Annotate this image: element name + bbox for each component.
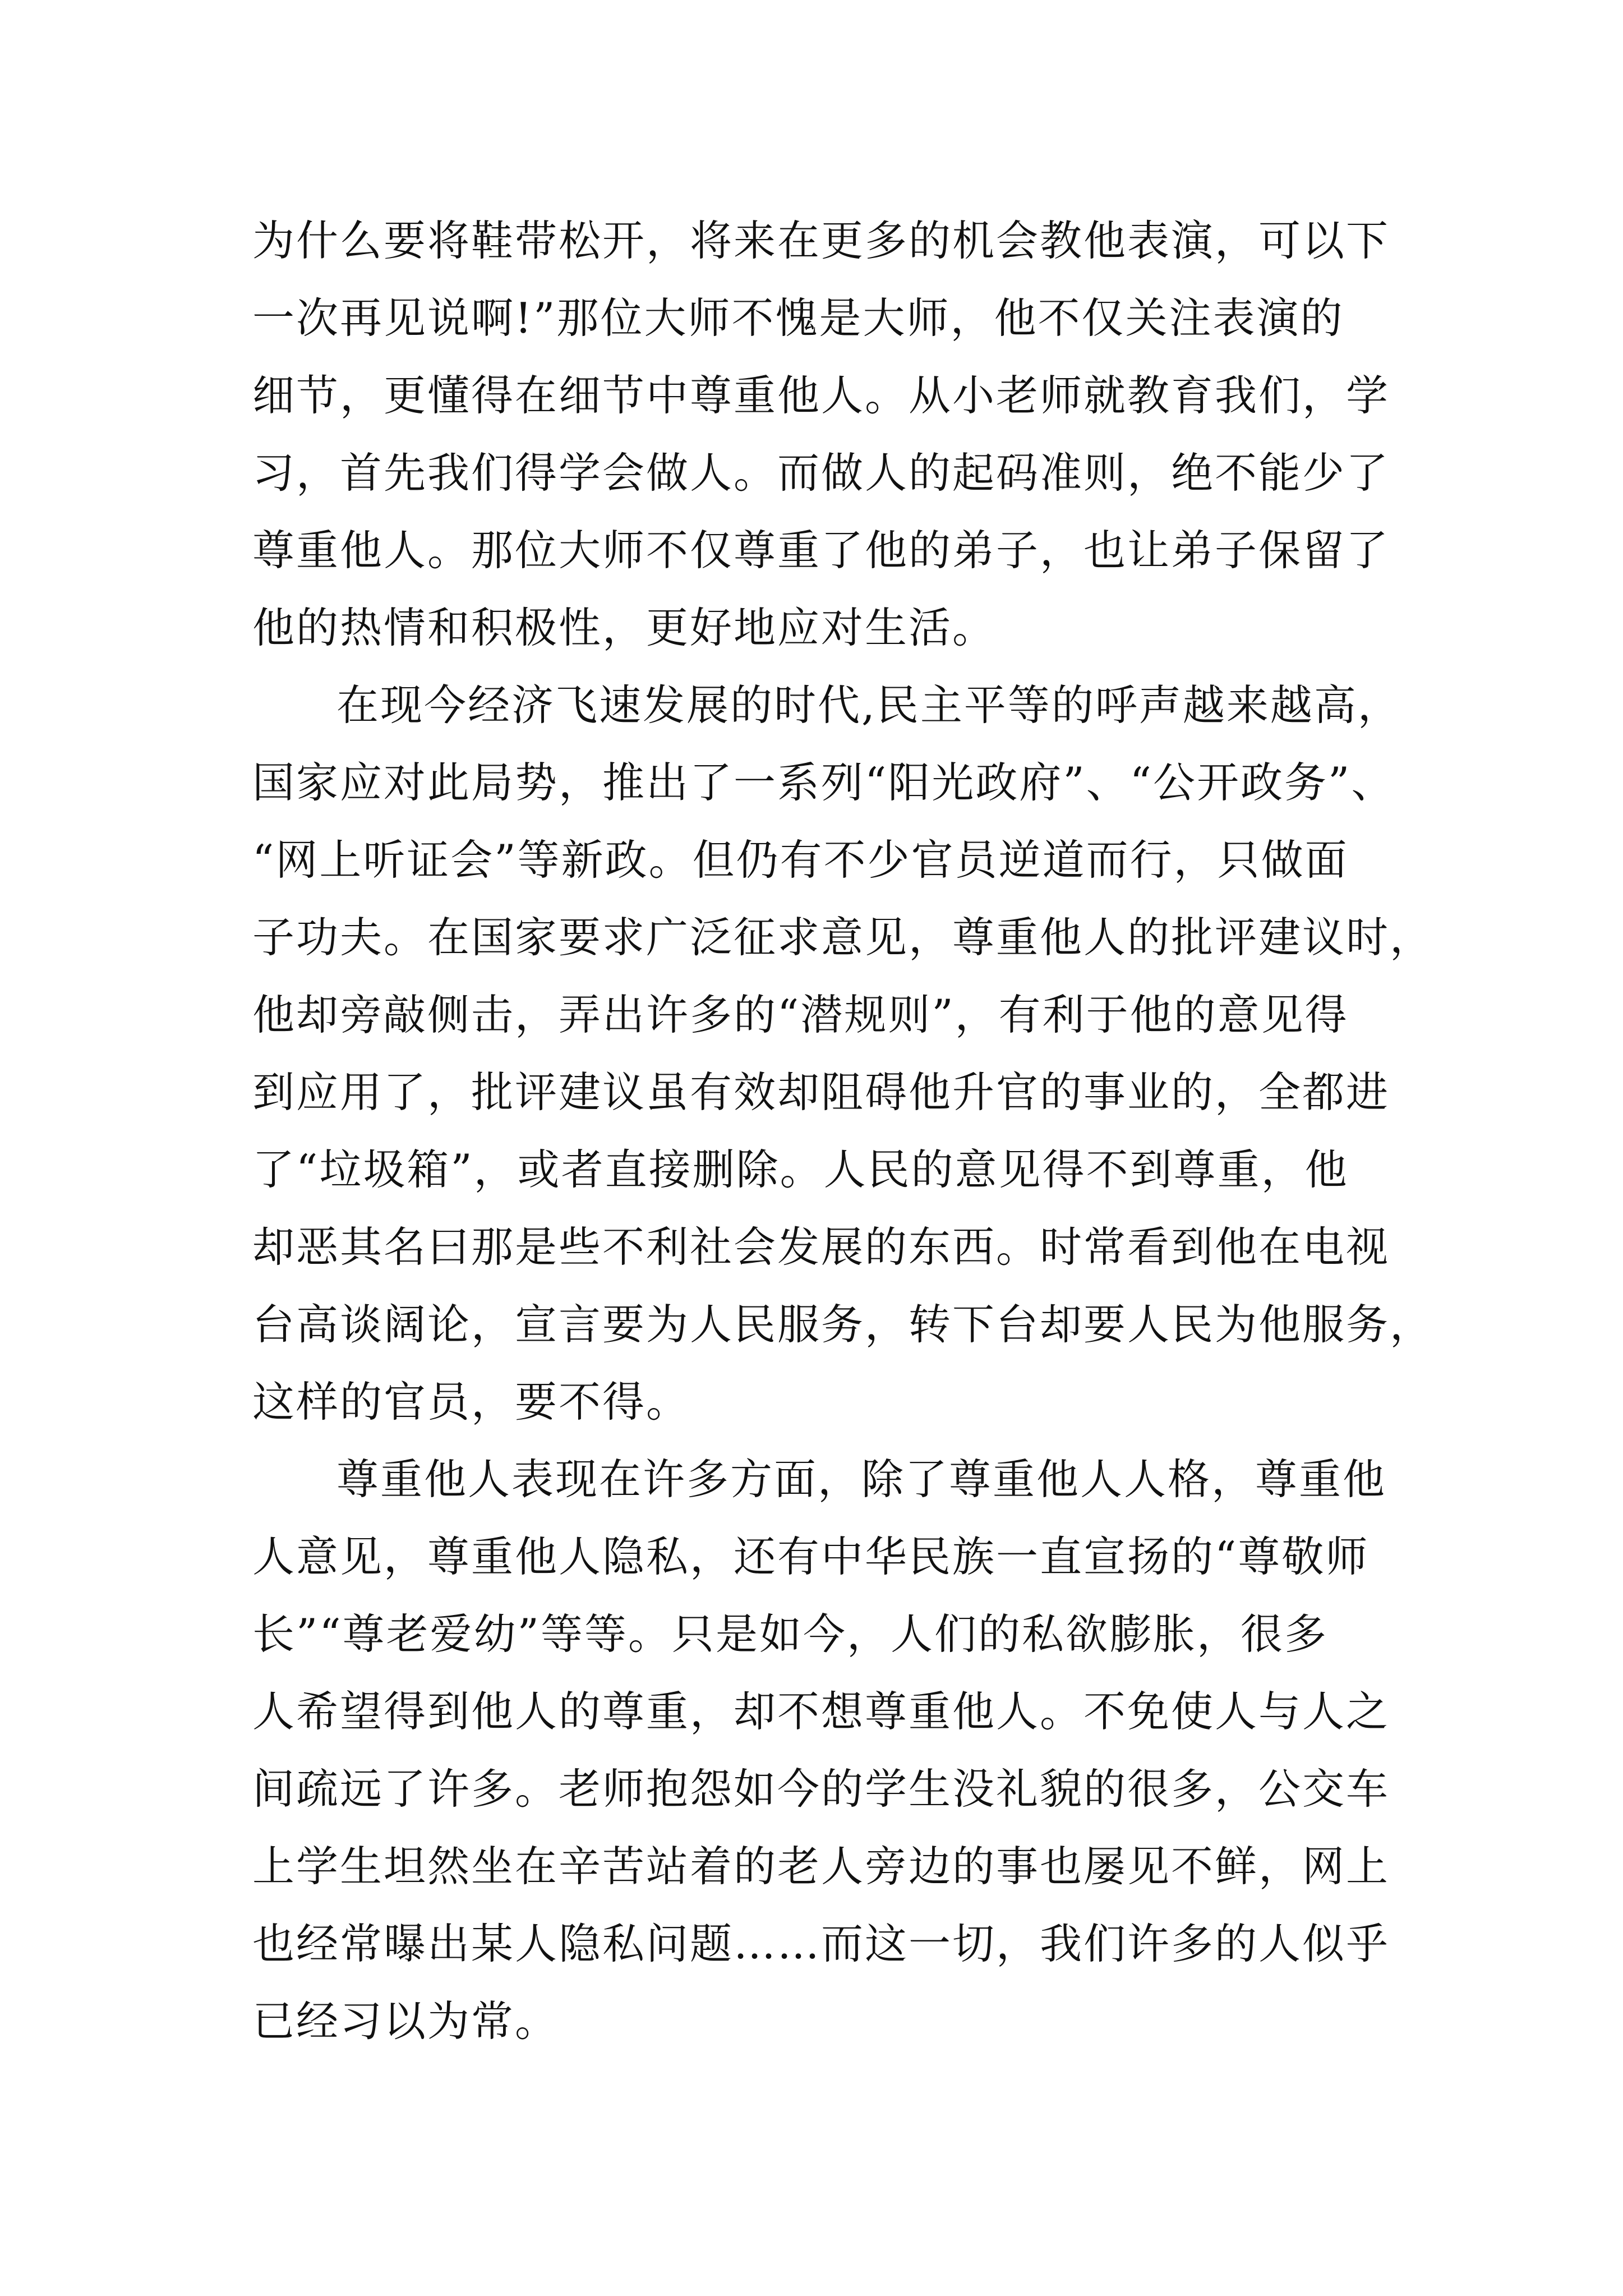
paragraph-3 — [252, 1441, 1430, 2060]
text-line: “网上听证会”等新政。但仍有不少官员逆道而行，只做面 — [252, 835, 1349, 885]
text-line: 人希望得到他人的尊重，却不想尊重他人。不免使人与人之 — [252, 1687, 1390, 1736]
text-line: 到应用了，批评建议虽有效却阻碍他升官的事业的，全都进 — [252, 1068, 1390, 1117]
text-line: 台高谈阔论，宣言要为人民服务，转下台却要人民为他服务， — [252, 1300, 1434, 1349]
paragraph-1 — [252, 202, 1430, 666]
text-line: 尊重他人。那位大师不仅尊重了他的弟子，也让弟子保留了 — [252, 526, 1390, 575]
document-body — [252, 202, 1434, 2060]
text-line: 子功夫。在国家要求广泛征求意见，尊重他人的批评建议时， — [252, 913, 1434, 962]
text-line: 上学生坦然坐在辛苦站着的老人旁边的事也屡见不鲜，网上 — [252, 1842, 1390, 1891]
text-line: 他的热情和积极性，更好地应对生活。 — [252, 603, 997, 652]
paragraph-2 — [252, 666, 1434, 1441]
text-line: 也经常曝出某人隐私问题……而这一切，我们许多的人似乎 — [252, 1919, 1390, 1968]
text-line: 国家应对此局势，推出了一系列“阳光政府”、“公开政务”、 — [252, 758, 1395, 807]
text-line: 人意见，尊重他人隐私，还有中华民族一直宣扬的“尊敬师 — [252, 1532, 1370, 1581]
text-line: 已经习以为常。 — [252, 1996, 559, 2046]
text-line: 一次再见说啊!”那位大师不愧是大师，他不仅关注表演的 — [252, 293, 1344, 343]
text-line: 习，首先我们得学会做人。而做人的起码准则，绝不能少了 — [252, 448, 1390, 498]
text-line: 他却旁敲侧击，弄出许多的“潜规则”，有利于他的意见得 — [252, 990, 1349, 1039]
text-line: 这样的官员，要不得。 — [252, 1377, 690, 1427]
text-line: 却恶其名曰那是些不利社会发展的东西。时常看到他在电视 — [252, 1222, 1390, 1272]
text-line: 在现今经济飞速发展的时代,民主平等的呼声越来越高， — [336, 680, 1401, 730]
text-line: 尊重他人表现在许多方面，除了尊重他人人格，尊重他 — [336, 1455, 1387, 1504]
text-line: 了“垃圾箱”，或者直接删除。人民的意见得不到尊重，他 — [252, 1145, 1349, 1194]
text-line: 长”“尊老爱幼”等等。只是如今，人们的私欲膨胀，很多 — [252, 1609, 1329, 1659]
text-line: 为什么要将鞋带松开，将来在更多的机会教他表演，可以下 — [252, 216, 1390, 265]
text-line: 细节，更懂得在细节中尊重他人。从小老师就教育我们，学 — [252, 371, 1390, 420]
text-line: 间疏远了许多。老师抱怨如今的学生没礼貌的很多，公交车 — [252, 1764, 1390, 1814]
